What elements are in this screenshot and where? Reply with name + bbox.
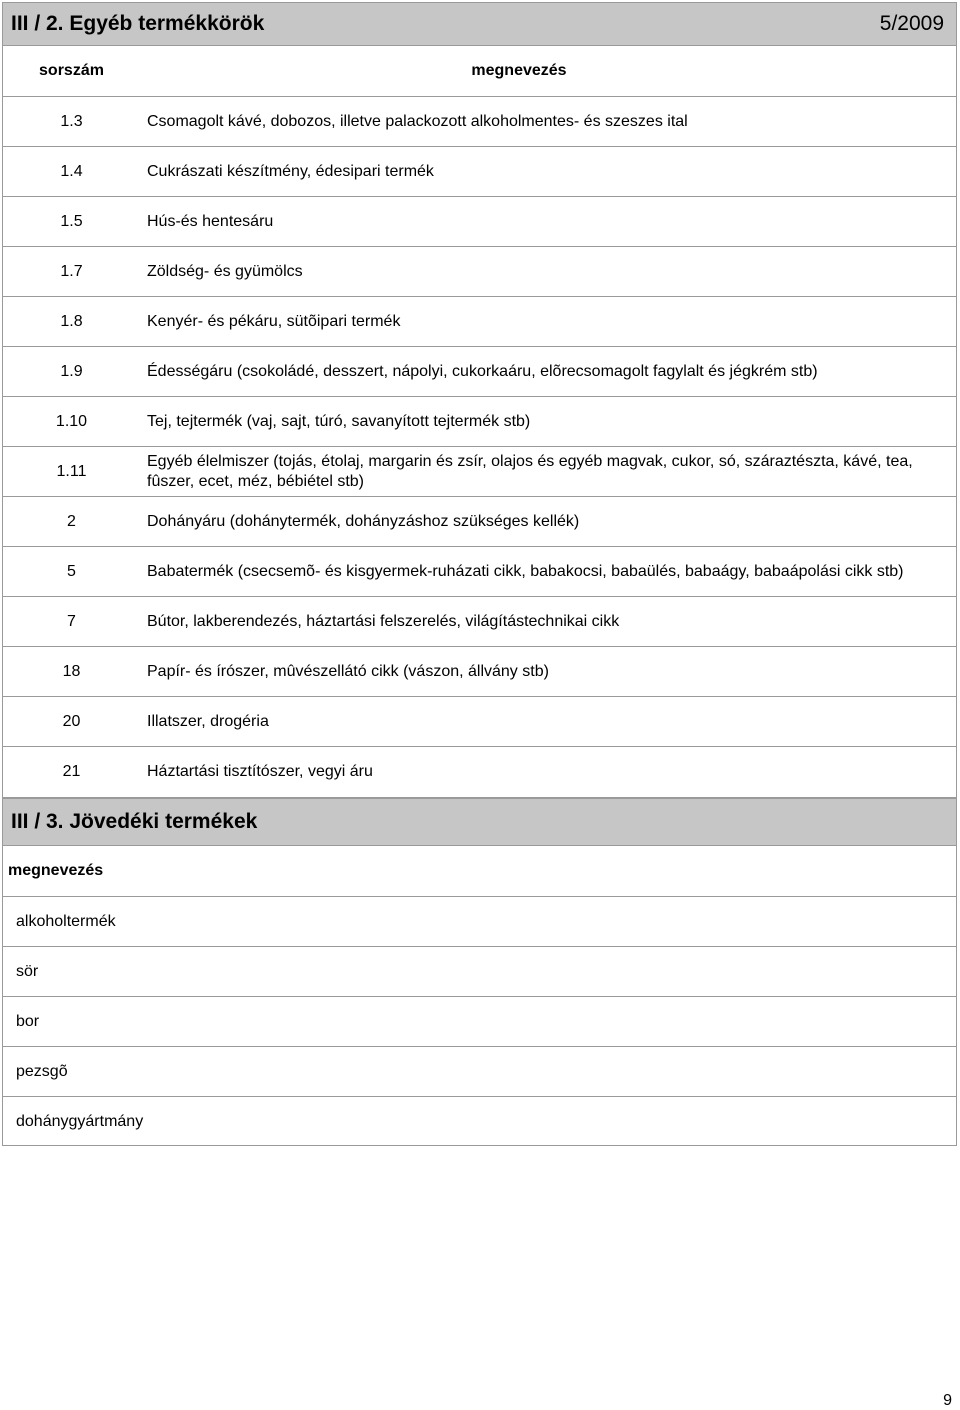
table-row bbox=[2, 647, 957, 697]
table-row bbox=[2, 247, 957, 297]
row-name: Bútor, lakberendezés, háztartási felszerelés, világítástechnikai cikk bbox=[147, 612, 620, 630]
table-row bbox=[2, 147, 957, 197]
excise-products-list bbox=[2, 846, 957, 1146]
divider bbox=[2, 1096, 12, 1097]
column-header-number: sorszám bbox=[39, 62, 104, 79]
list-item bbox=[2, 1096, 957, 1146]
row-name: Édességáru (csokoládé, desszert, nápolyi, cukorkaáru, elõrecsomagolt fagylalt és jégkrém stb) bbox=[147, 362, 818, 380]
row-name: Egyéb élelmiszer (tojás, étolaj, margarin és zsír, olajos és egyéb magvak, cukor, só, száraztészta, kávé, tea, fûszer, ecet, méz, bébiétel stb) bbox=[147, 452, 913, 490]
row-name: Zöldség- és gyümölcs bbox=[147, 262, 303, 280]
document-date: 5/2009 bbox=[879, 12, 944, 35]
row-number: 1.3 bbox=[60, 112, 83, 130]
section-header-egyeb bbox=[2, 2, 957, 46]
row-number: 1.9 bbox=[60, 362, 83, 380]
row-number: 18 bbox=[62, 662, 81, 680]
row-name: Dohányáru (dohánytermék, dohányzáshoz szükséges kellék) bbox=[147, 512, 580, 530]
divider bbox=[2, 896, 12, 897]
row-name: Háztartási tisztítószer, vegyi áru bbox=[147, 763, 373, 780]
row-number: 1.7 bbox=[60, 262, 83, 280]
row-name: Babatermék (csecsemõ- és kisgyermek-ruházati cikk, babakocsi, babaülés, babaágy, babaápolási cikk stb) bbox=[147, 562, 904, 580]
row-number: 1.8 bbox=[60, 312, 83, 330]
section-title: III / 2. Egyéb termékkörök bbox=[11, 12, 265, 35]
row-name: Csomagolt kávé, dobozos, illetve palackozott alkoholmentes- és szeszes ital bbox=[147, 112, 688, 130]
row-number: 1.4 bbox=[60, 162, 83, 180]
list-item bbox=[2, 896, 957, 946]
table-header-row bbox=[2, 46, 957, 97]
list-item-label: bor bbox=[16, 1012, 40, 1030]
row-name: Cukrászati készítmény, édesipari termék bbox=[147, 162, 434, 180]
row-name: Papír- és írószer, mûvészellátó cikk (vászon, állvány stb) bbox=[147, 662, 549, 680]
table-row bbox=[2, 497, 957, 547]
row-name: Illatszer, drogéria bbox=[147, 712, 269, 730]
table-row bbox=[2, 197, 957, 247]
divider bbox=[2, 946, 12, 947]
row-number: 5 bbox=[67, 562, 76, 580]
row-number: 21 bbox=[62, 763, 81, 780]
table-row bbox=[2, 547, 957, 597]
row-number: 1.11 bbox=[56, 462, 87, 480]
column-header-name: megnevezés bbox=[471, 62, 567, 79]
table-row bbox=[2, 697, 957, 747]
list-item-label: sör bbox=[16, 962, 39, 980]
row-name: Tej, tejtermék (vaj, sajt, túró, savanyított tejtermék stb) bbox=[147, 412, 531, 430]
list-item-label: dohánygyártmány bbox=[16, 1112, 144, 1130]
row-name: Kenyér- és pékáru, sütõipari termék bbox=[147, 312, 401, 330]
section-header-jovedeki bbox=[2, 798, 957, 846]
list-item bbox=[2, 946, 957, 996]
row-number: 1.10 bbox=[55, 412, 88, 430]
divider bbox=[2, 996, 12, 997]
column-header-name: megnevezés bbox=[8, 862, 104, 879]
divider bbox=[2, 1046, 12, 1047]
product-table bbox=[2, 46, 957, 798]
list-item bbox=[2, 996, 957, 1046]
row-number: 2 bbox=[67, 512, 76, 530]
row-number: 20 bbox=[62, 712, 81, 730]
row-number: 7 bbox=[67, 612, 76, 630]
table-row bbox=[2, 597, 957, 647]
table-row bbox=[2, 397, 957, 447]
row-name: Hús-és hentesáru bbox=[147, 212, 274, 230]
row-number: 1.5 bbox=[60, 212, 83, 230]
table-row bbox=[2, 97, 957, 147]
list-item bbox=[2, 1046, 957, 1096]
section-title: III / 3. Jövedéki termékek bbox=[11, 810, 258, 833]
table-row bbox=[2, 747, 957, 798]
table-row bbox=[2, 447, 957, 497]
table-row bbox=[2, 347, 957, 397]
table-row bbox=[2, 297, 957, 347]
list-item-label: alkoholtermék bbox=[16, 912, 116, 930]
page-number: 9 bbox=[943, 1392, 952, 1409]
list-item-label: pezsgõ bbox=[16, 1062, 68, 1080]
